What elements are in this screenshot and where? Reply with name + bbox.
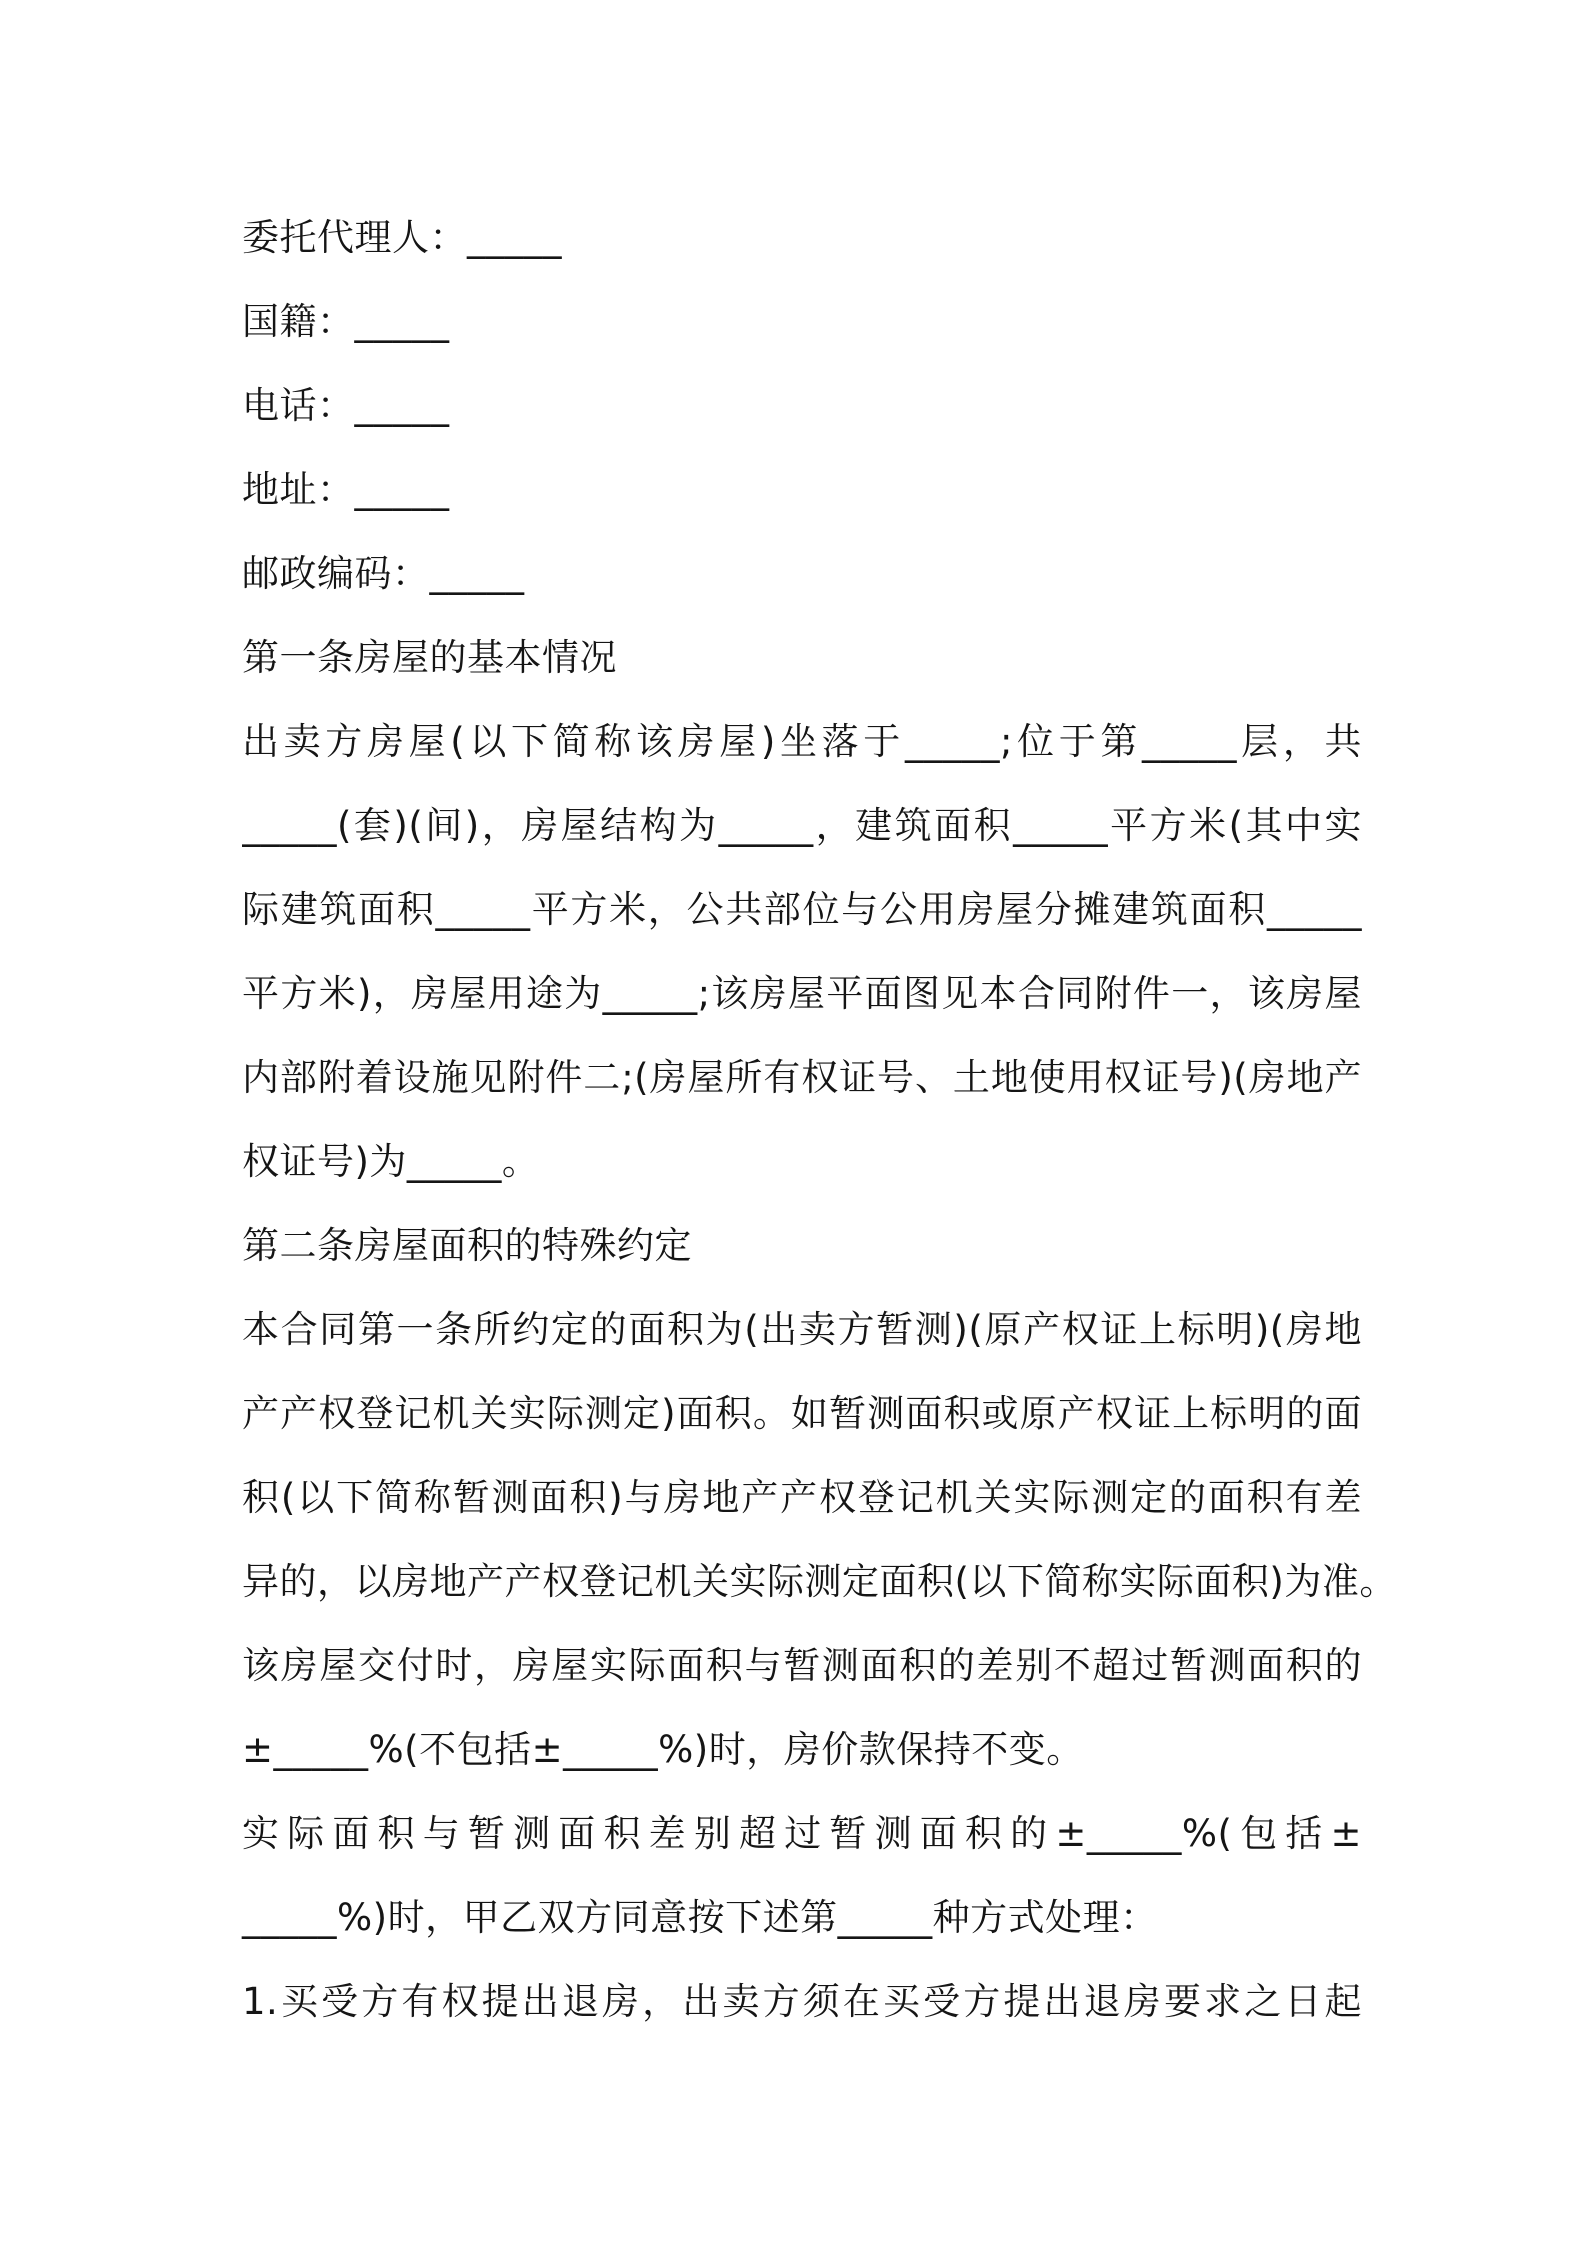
text-line: 本合同第一条所约定的面积为(出卖方暂测)(原产权证上标明)(房地 (242, 1308, 1362, 1351)
text-line: 际建筑面积_____平方米，公共部位与公用房屋分摊建筑面积_____ (242, 888, 1362, 931)
text-line: ±_____%(不包括±_____%)时，房价款保持不变。 (242, 1728, 1084, 1771)
text-line: 实际面积与暂测面积差别超过暂测面积的±_____%(包括± (242, 1812, 1362, 1855)
text-line: 平方米)，房屋用途为_____;该房屋平面图见本合同附件一，该房屋 (242, 972, 1362, 1015)
text-line: 积(以下简称暂测面积)与房地产产权登记机关实际测定的面积有差 (242, 1476, 1362, 1519)
text-line: 电话：_____ (242, 384, 450, 427)
text-line: 权证号)为_____。 (242, 1140, 540, 1183)
text-line: 1.买受方有权提出退房，出卖方须在买受方提出退房要求之日起 (242, 1980, 1362, 2023)
text-line: 地址：_____ (242, 468, 450, 511)
text-line: 内部附着设施见附件二;(房屋所有权证号、土地使用权证号)(房地产 (242, 1056, 1362, 1099)
text-line: _____%)时，甲乙双方同意按下述第_____种方式处理： (242, 1896, 1158, 1939)
text-line: _____(套)(间)，房屋结构为_____，建筑面积_____平方米(其中实 (242, 804, 1362, 847)
text-line: 国籍：_____ (242, 300, 450, 343)
text-line: 第一条房屋的基本情况 (242, 636, 617, 679)
text-line: 产产权登记机关实际测定)面积。如暂测面积或原产权证上标明的面 (242, 1392, 1362, 1435)
text-line: 邮政编码：_____ (242, 552, 525, 595)
text-line: 第二条房屋面积的特殊约定 (242, 1224, 692, 1267)
document-body (242, 196, 1397, 2044)
text-line: 该房屋交付时，房屋实际面积与暂测面积的差别不超过暂测面积的 (242, 1644, 1362, 1687)
text-line: 异的，以房地产产权登记机关实际测定面积(以下简称实际面积)为准。 (242, 1560, 1397, 1603)
text-line: 出卖方房屋(以下简称该房屋)坐落于_____;位于第_____层，共 (242, 720, 1362, 763)
text-line: 委托代理人：_____ (242, 216, 562, 259)
